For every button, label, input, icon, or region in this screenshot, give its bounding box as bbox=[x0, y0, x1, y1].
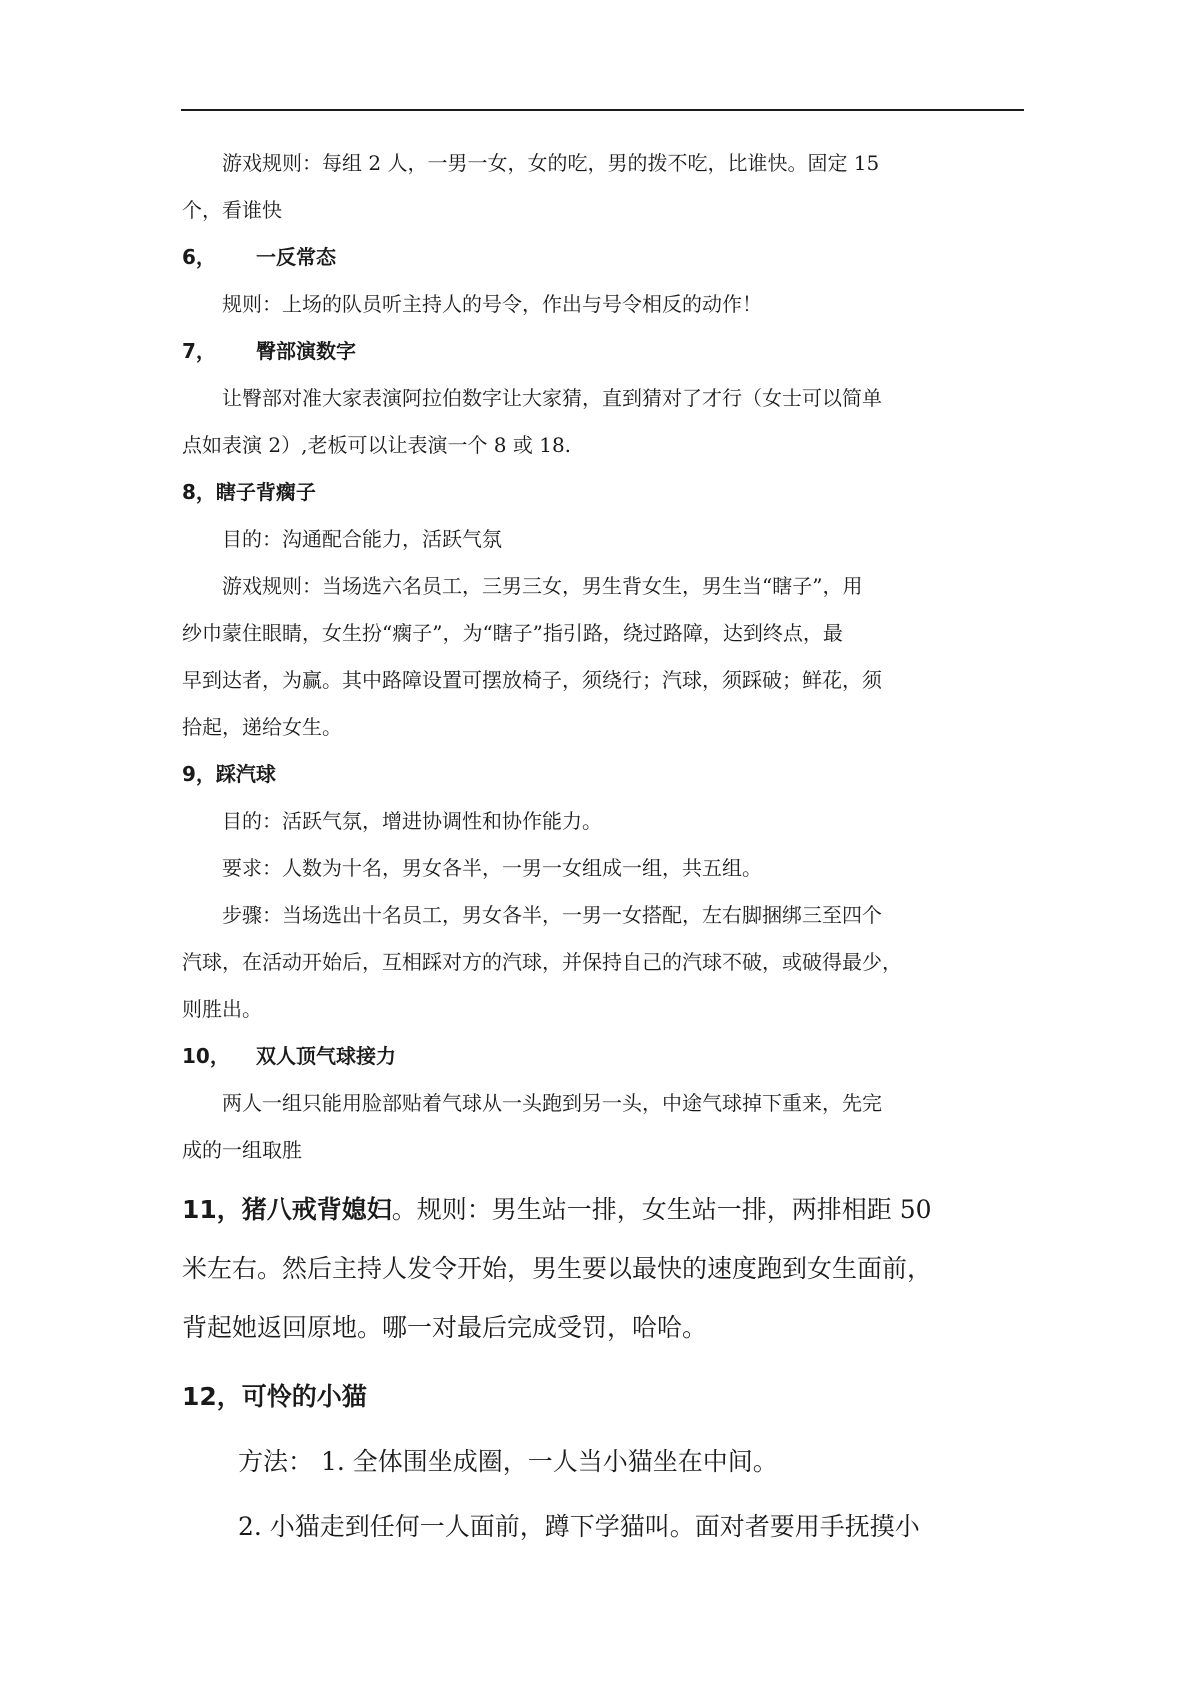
s8-rules-line4: 拾起，递给女生。 bbox=[182, 715, 342, 739]
s8-rules-line3: 早到达者，为赢。其中路障设置可摆放椅子，须绕行；汽球，须踩破；鲜花，须 bbox=[182, 668, 882, 692]
s9-steps-line1: 步骤：当场选出十名员工，男女各半，一男一女搭配，左右脚捆绑三至四个 bbox=[222, 903, 882, 927]
s7-heading bbox=[182, 328, 1025, 375]
s12-title: 12，可怜的小猫 bbox=[182, 1382, 367, 1411]
s8-rules-line2: 纱巾蒙住眼睛，女生扮“瘸子”，为“瞎子”指引路，绕过路障，达到终点，最 bbox=[182, 621, 843, 645]
s5-rules-line1: 游戏规则：每组 2 人，一男一女，女的吃，男的拨不吃，比谁快。固定 15 bbox=[222, 151, 880, 175]
s10-number: 10， bbox=[182, 1044, 230, 1068]
s8-goal: 目的：沟通配合能力，活跃气氛 bbox=[222, 527, 502, 551]
s6-heading bbox=[182, 234, 1025, 281]
s9-steps-line2: 汽球，在活动开始后，互相踩对方的汽球，并保持自己的汽球不破，或破得最少， bbox=[182, 950, 902, 974]
s6-rule: 规则：上场的队员听主持人的号令，作出与号令相反的动作！ bbox=[222, 292, 762, 316]
s9-goal: 目的：活跃气氛，增进协调性和协作能力。 bbox=[222, 809, 602, 833]
s12-step2: 2. 小猫走到任何一人面前，蹲下学猫叫。面对者要用手抚摸小 bbox=[238, 1512, 920, 1541]
s10-heading bbox=[182, 1033, 1025, 1080]
s12-step1: 方法： 1. 全体围坐成圈，一人当小猫坐在中间。 bbox=[238, 1447, 778, 1476]
s8-number: 8， bbox=[182, 480, 216, 504]
document-body bbox=[182, 140, 1025, 1556]
s10-text-line2: 成的一组取胜 bbox=[182, 1138, 302, 1162]
s10-title: 双人顶气球接力 bbox=[256, 1044, 396, 1068]
s7-number: 7， bbox=[182, 339, 216, 363]
s7-text-line2: 点如表演 2）,老板可以让表演一个 8 或 18. bbox=[182, 433, 572, 457]
s5-rules-line2: 个，看谁快 bbox=[182, 198, 282, 222]
s8-title: 瞎子背瘸子 bbox=[215, 480, 316, 504]
s11-text-line2: 米左右。然后主持人发令开始，男生要以最快的速度跑到女生面前， bbox=[182, 1254, 933, 1283]
s6-number: 6， bbox=[182, 245, 216, 269]
s11-text-line1: 。规则：男生站一排，女生站一排，两排相距 50 bbox=[391, 1195, 932, 1224]
s7-text-line1: 让臀部对准大家表演阿拉伯数字让大家猜，直到猜对了才行（女士可以简单 bbox=[222, 386, 882, 410]
s9-heading bbox=[182, 751, 1025, 798]
s9-requirement: 要求：人数为十名，男女各半，一男一女组成一组，共五组。 bbox=[222, 856, 762, 880]
s11-title: 11，猪八戒背媳妇 bbox=[182, 1195, 392, 1224]
header-rule bbox=[181, 109, 1024, 111]
s9-steps-line3: 则胜出。 bbox=[182, 997, 262, 1021]
s6-title: 一反常态 bbox=[256, 245, 336, 269]
s9-number: 9， bbox=[182, 762, 216, 786]
s8-heading bbox=[182, 469, 1025, 516]
s7-title: 臀部演数字 bbox=[256, 339, 356, 363]
s11-text-line3: 背起她返回原地。哪一对最后完成受罚，哈哈。 bbox=[182, 1313, 708, 1342]
s8-rules-line1: 游戏规则：当场选六名员工，三男三女，男生背女生，男生当“瞎子”，用 bbox=[222, 574, 863, 598]
s11-line1 bbox=[182, 1180, 1025, 1239]
s10-text-line1: 两人一组只能用脸部贴着气球从一头跑到另一头，中途气球掉下重来，先完 bbox=[222, 1091, 882, 1115]
s9-title: 踩汽球 bbox=[215, 762, 276, 786]
